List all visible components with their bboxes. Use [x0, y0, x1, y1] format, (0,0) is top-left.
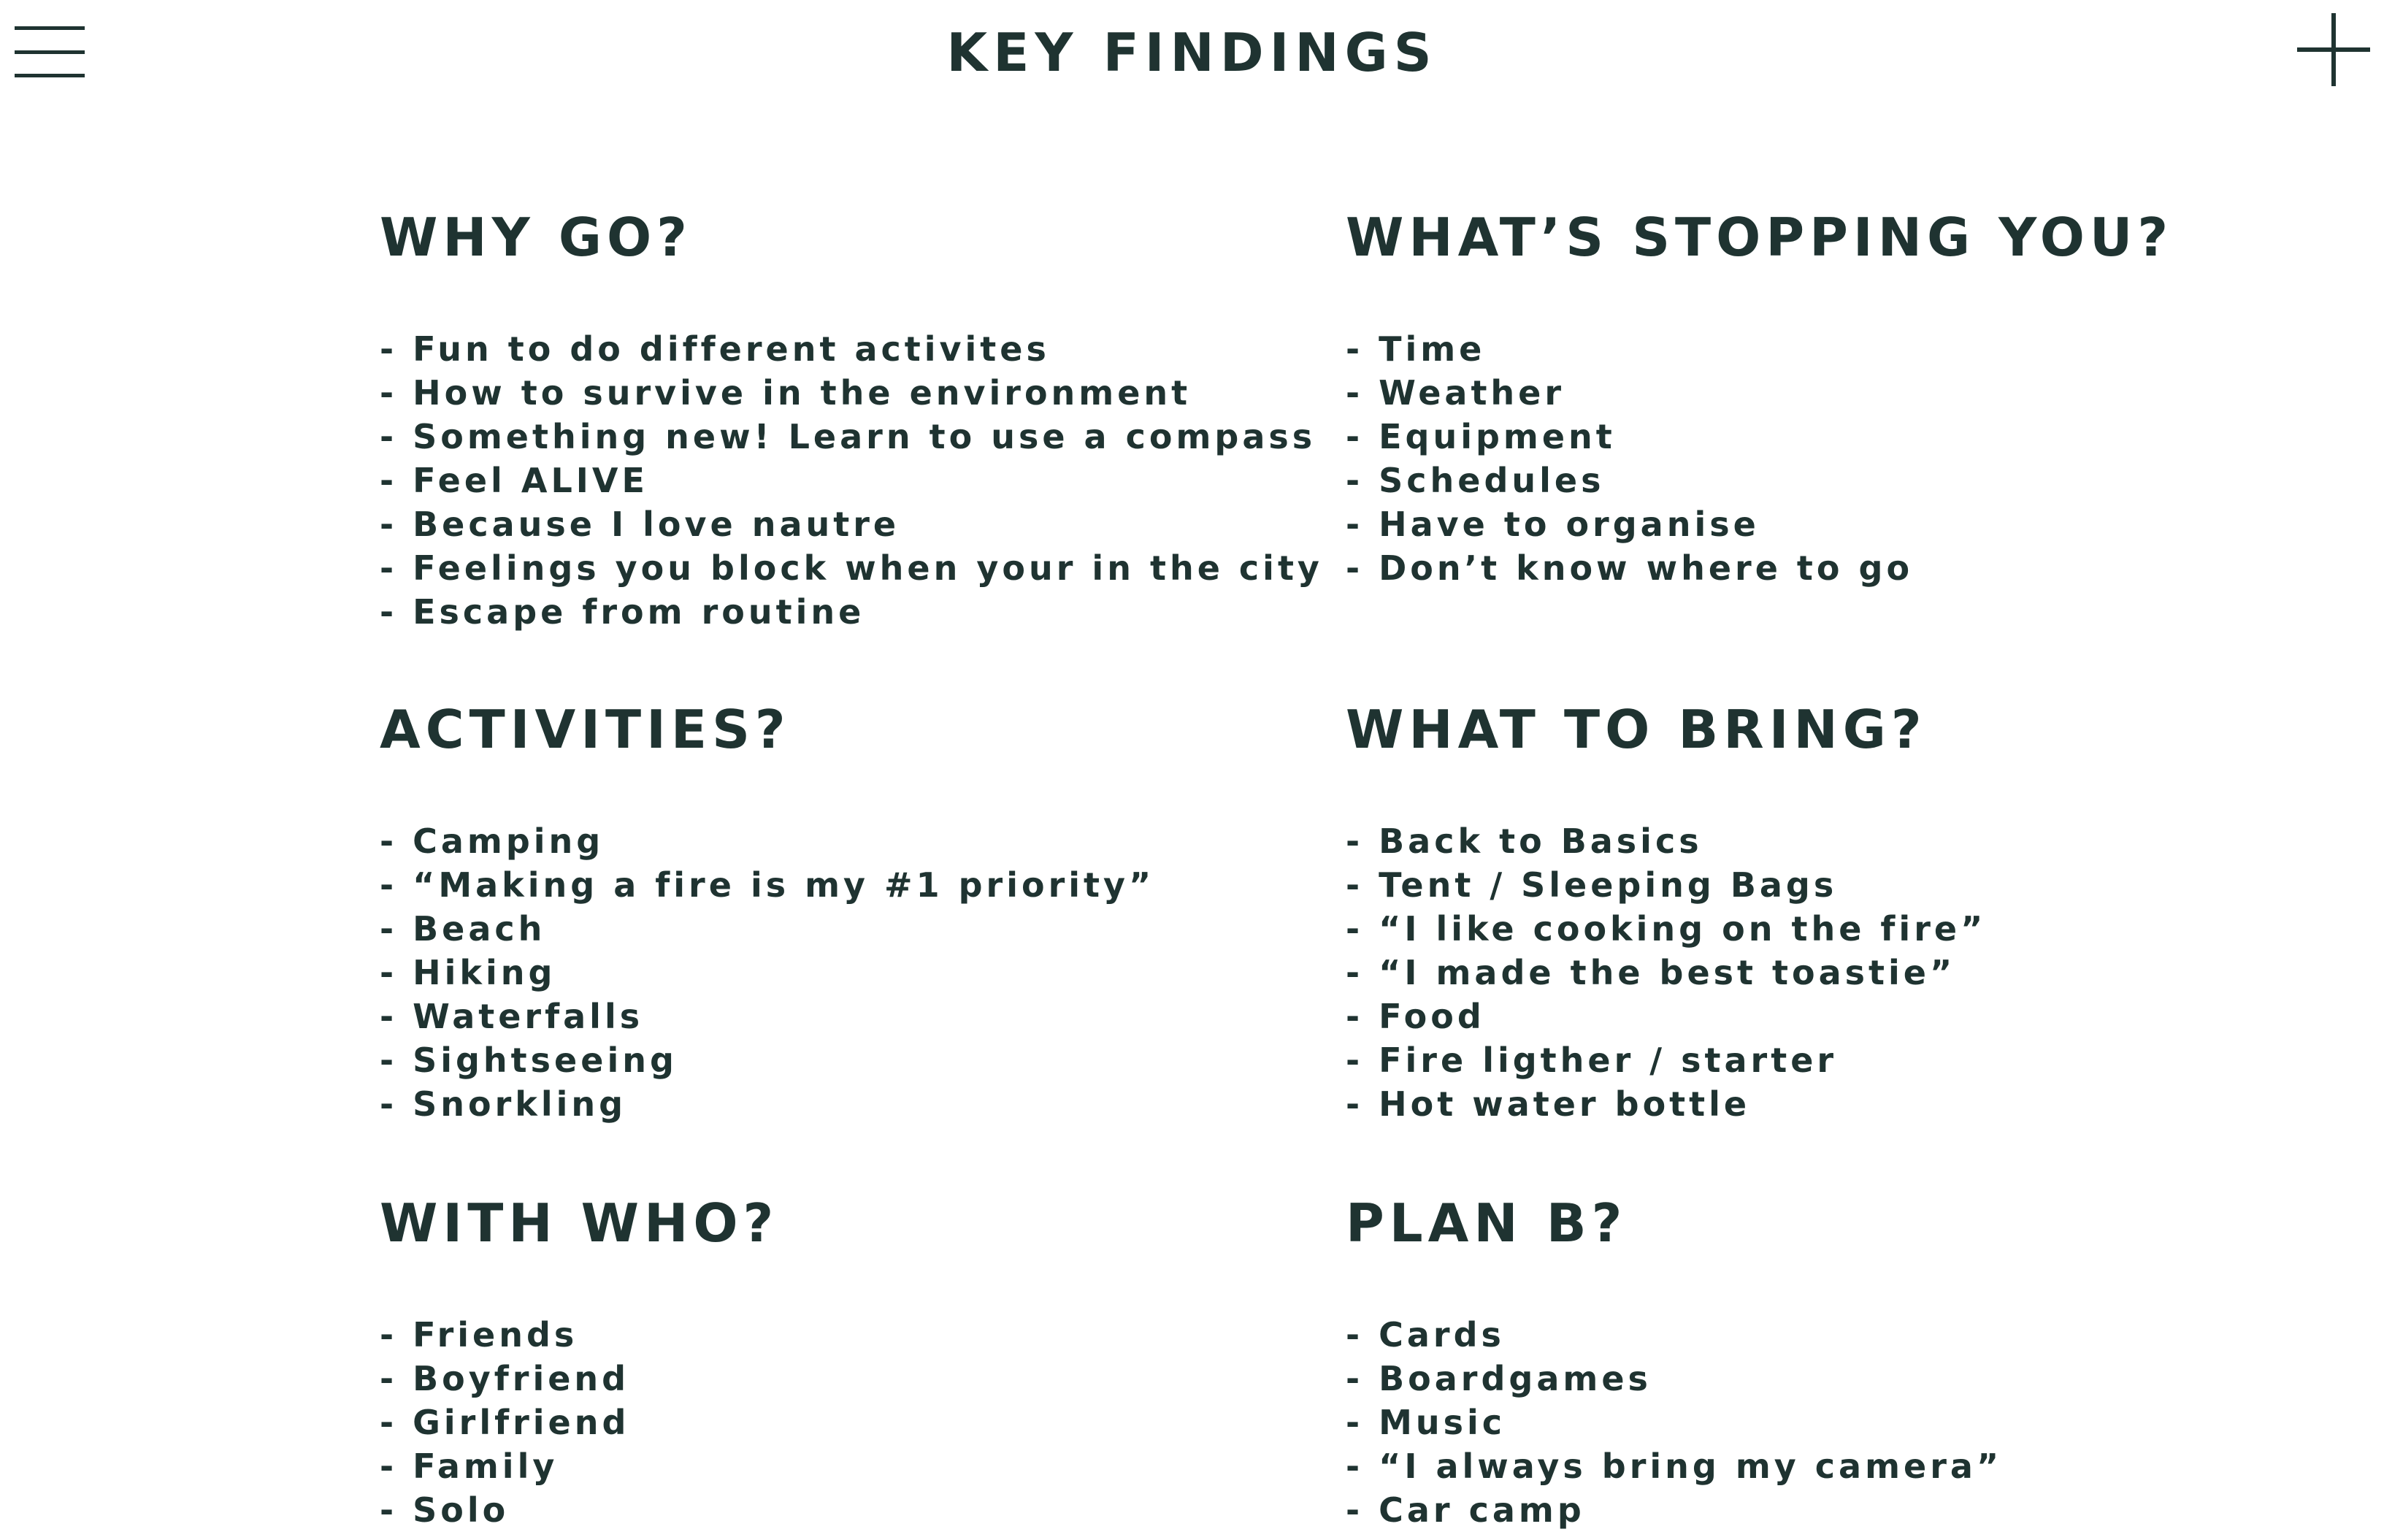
- list-item: - Hot water bottle: [1346, 1084, 1751, 1124]
- section-why-go: [380, 207, 1329, 632]
- list-item: - Hiking: [380, 953, 556, 992]
- section-title: WHAT TO BRING?: [1346, 699, 1927, 760]
- list-item: - Time: [1346, 329, 1486, 369]
- list-item: - “Making a fire is my #1 priority”: [380, 865, 1155, 905]
- list-item: - Camping: [380, 821, 605, 861]
- list-item: - Don’t know where to go: [1346, 548, 1914, 588]
- section-title: PLAN B?: [1346, 1192, 1628, 1254]
- list-item: - Friends: [380, 1315, 578, 1355]
- list-item: - Escape from routine: [380, 592, 865, 632]
- list-item: - Beach: [380, 909, 546, 949]
- section-title: WITH WHO?: [380, 1192, 779, 1254]
- plus-icon[interactable]: [2297, 13, 2370, 86]
- list-item: - Fire ligther / starter: [1346, 1041, 1838, 1080]
- section-what-to-bring: [1346, 699, 2295, 1124]
- list-item: - Solo: [380, 1490, 510, 1530]
- list-item: - “I always bring my camera”: [1346, 1447, 2003, 1486]
- findings-list: [380, 1313, 629, 1532]
- list-item: - Have to organise: [1346, 505, 1760, 544]
- list-item: - Something new! Learn to use a compass: [380, 417, 1316, 456]
- list-item: - Because I love nautre: [380, 505, 900, 544]
- list-item: - Feel ALIVE: [380, 461, 648, 500]
- section-whats-stopping-you: [1346, 207, 2295, 588]
- list-item: - Car camp: [1346, 1490, 1585, 1530]
- findings-list: [1346, 819, 1986, 1126]
- list-item: - Schedules: [1346, 461, 1605, 500]
- list-item: - Girlfriend: [380, 1403, 630, 1442]
- list-item: - “I made the best toastie”: [1346, 953, 1956, 992]
- list-item: - Feelings you block when your in the city: [380, 548, 1323, 588]
- section-with-who: [380, 1192, 1329, 1530]
- list-item: - Snorkling: [380, 1084, 627, 1124]
- list-item: - Boyfriend: [380, 1359, 630, 1398]
- section-activities: [380, 699, 1329, 1124]
- list-item: - Music: [1346, 1403, 1506, 1442]
- list-item: - Family: [380, 1447, 559, 1486]
- list-item: - Food: [1346, 997, 1485, 1036]
- section-title: WHAT’S STOPPING YOU?: [1346, 207, 2174, 268]
- findings-list: [1346, 1313, 2002, 1532]
- section-title: ACTIVITIES?: [380, 699, 791, 760]
- list-item: - Back to Basics: [1346, 821, 1703, 861]
- list-item: - “I like cooking on the fire”: [1346, 909, 1987, 949]
- list-item: - Boardgames: [1346, 1359, 1652, 1398]
- findings-list: [380, 327, 1323, 634]
- list-item: - Weather: [1346, 373, 1565, 413]
- page-title: KEY FINDINGS: [946, 22, 1438, 83]
- section-title: WHY GO?: [380, 207, 692, 268]
- list-item: - Equipment: [1346, 417, 1616, 456]
- list-item: - Cards: [1346, 1315, 1505, 1355]
- list-item: - Tent / Sleeping Bags: [1346, 865, 1838, 905]
- findings-list: [380, 819, 1154, 1126]
- list-item: - How to survive in the environment: [380, 373, 1192, 413]
- list-item: - Sightseeing: [380, 1041, 678, 1080]
- list-item: - Fun to do different activites: [380, 329, 1050, 369]
- findings-list: [1346, 327, 1913, 590]
- section-plan-b: [1346, 1192, 2295, 1530]
- list-item: - Waterfalls: [380, 997, 644, 1036]
